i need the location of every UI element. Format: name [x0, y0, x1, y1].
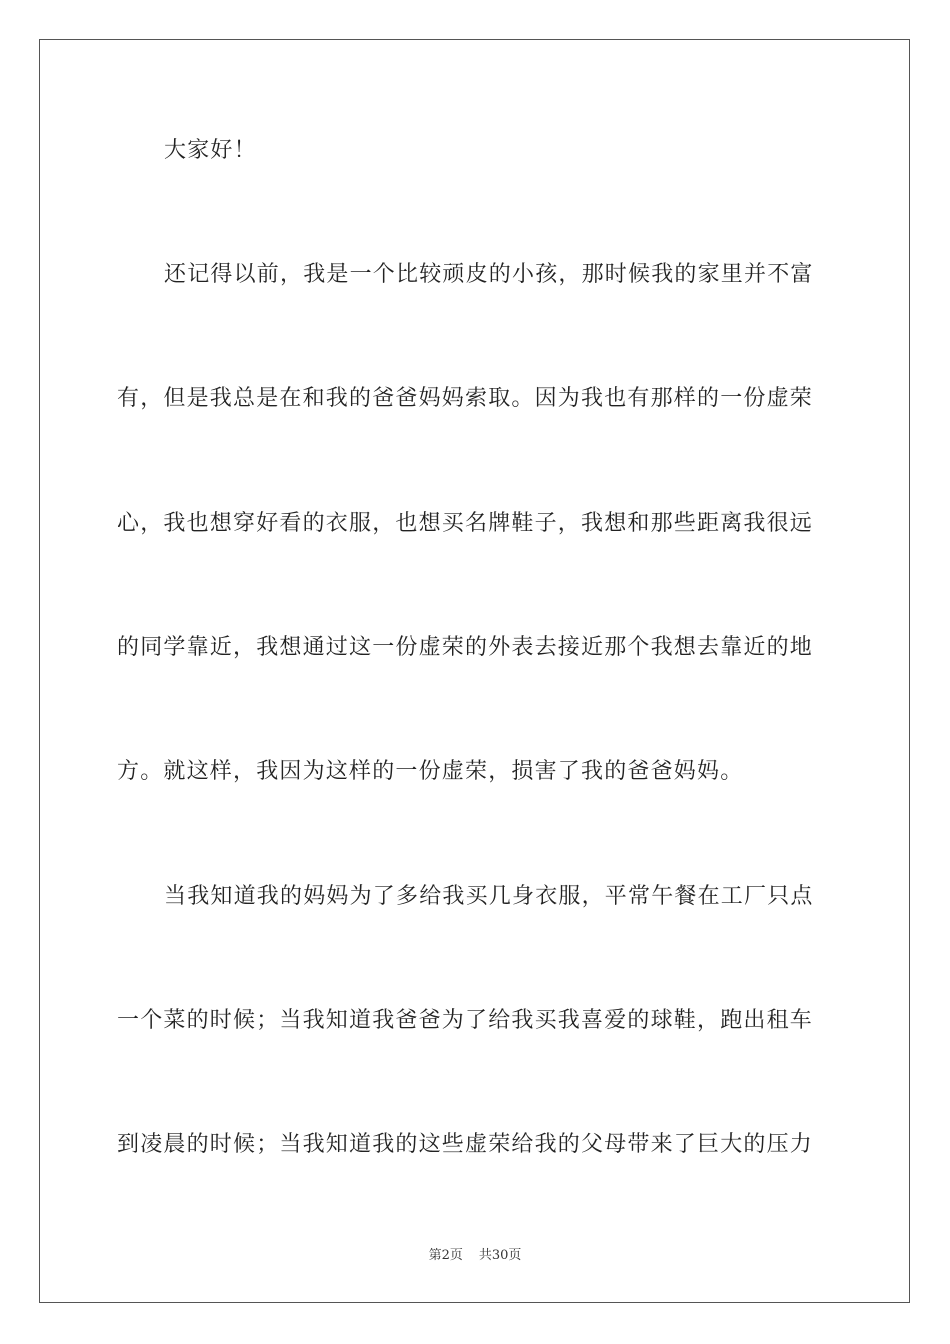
text-line: 心，我也想穿好看的衣服，也想买名牌鞋子，我想和那些距离我很远 [117, 511, 814, 536]
text-line: 当我知道我的妈妈为了多给我买几身衣服，平常午餐在工厂只点 [164, 884, 814, 909]
text-line: 有，但是我总是在和我的爸爸妈妈索取。因为我也有那样的一份虚荣 [117, 386, 814, 411]
text-line: 方。就这样，我因为这样的一份虚荣，损害了我的爸爸妈妈。 [117, 759, 744, 784]
greeting-line: 大家好！ [164, 138, 257, 163]
page-number-current: 第2页 [428, 1248, 463, 1263]
text-line: 一个菜的时候；当我知道我爸爸为了给我买我喜爱的球鞋，跑出租车 [117, 1008, 814, 1033]
text-line: 还记得以前，我是一个比较顽皮的小孩，那时候我的家里并不富 [164, 262, 814, 287]
page-border [39, 39, 910, 1303]
page-number-total: 共30页 [478, 1248, 522, 1263]
text-line: 的同学靠近，我想通过这一份虚荣的外表去接近那个我想去靠近的地 [117, 635, 814, 660]
page-footer [0, 1247, 950, 1265]
text-line: 到凌晨的时候；当我知道我的这些虚荣给我的父母带来了巨大的压力 [117, 1132, 814, 1157]
